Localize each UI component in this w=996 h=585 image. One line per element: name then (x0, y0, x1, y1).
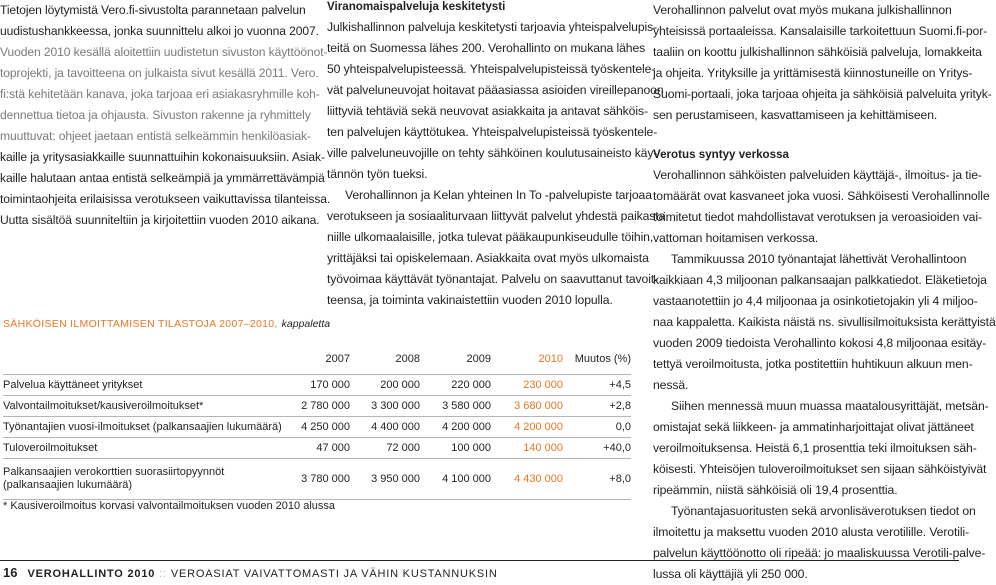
page-footer (3, 565, 498, 580)
table-row (3, 375, 631, 396)
text-line: ville palveluneuvojille on tehty sähköinen koulutusaineisto käy- (327, 146, 658, 160)
text-line: liittyviä tehtäviä sekä neuvovat asiakkaita ja antavat sähköis- (327, 104, 648, 118)
text-line: teitä on Suomessa lähes 200. Verohallinto on mukana lähes (327, 41, 646, 55)
header-2009: 2009 (466, 352, 491, 365)
statistics-table (3, 343, 631, 500)
text-line: omistajat sekä liikkeen- ja ammatinharjoittajat olivat jättäneet (653, 420, 974, 434)
cell-2009: 4 100 000 (420, 459, 491, 500)
row-label (3, 375, 283, 396)
text-line: muuttuvat: ohjeet jaetaan entistä selkeämmin henkilöasiak- (0, 129, 311, 143)
text-line: Verohallinnon sähköisten palveluiden käyttäjä-, ilmoitus- ja tie- (653, 168, 982, 182)
text-line: nessä. (653, 378, 689, 392)
cell-2007: 170 000 (283, 375, 350, 396)
cell-muutos: +2,8 (563, 396, 631, 417)
text-line: tomäärät ovat kasvaneet joka vuosi. Sähköisesti Verohallinnolle (653, 189, 990, 203)
cell-2008: 4 400 000 (350, 417, 420, 438)
cell-2010: 4 430 000 (491, 459, 563, 500)
header-change: Muutos (%) (574, 352, 631, 365)
paragraph-into-palvelupiste (327, 185, 666, 311)
text-line: dennettua tietoa ja ohjausta. Sivuston rakenne ja ryhmittely (0, 108, 311, 122)
text-line: teensa, ja toiminta vakinaistettiin vuoden 2010 lopulla. (327, 293, 613, 307)
row-label (3, 459, 283, 500)
row-label-line: Tuloveroilmoitukset (3, 441, 98, 454)
text-line: Vuoden 2010 kesällä aloitettiin uudistetun sivuston käyttöönot- (0, 45, 328, 59)
text-line: toimintaohjeita erilaisissa verotukseen vaikuttavissa tilanteissa. (0, 192, 331, 206)
table-footnote: * Kausiveroilmoitus korvasi valvontailmoituksen vuoden 2010 alussa (3, 500, 336, 512)
table-row (3, 438, 631, 459)
text-line: ten palvelujen käyttötukea. Yhteispalvelupisteissä työskentele- (327, 125, 658, 139)
text-line: uudistushankkeessa, jonka suunnittelu alkoi jo vuonna 2007. (0, 24, 319, 38)
cell-muutos: +40,0 (563, 438, 631, 459)
footer-separator: :: (159, 568, 167, 580)
cell-2010: 4 200 000 (491, 417, 563, 438)
text-line: työvoimaa käyttävät työnantajat. Palvelu on saavuttanut tavoit- (327, 272, 659, 286)
cell-muutos: +4,5 (563, 375, 631, 396)
row-label-line: Palvelua käyttäneet yritykset (3, 378, 143, 391)
cell-2007: 3 780 000 (283, 459, 350, 500)
text-line: vastaanotettiin jo 4,4 miljoonaa ja osinkotietojakin yli 4 miljoo- (653, 294, 978, 308)
paragraph-tammikuu-2010 (653, 249, 996, 396)
text-line: toimitetut tiedot mahdollistavat verotuksen ja veroasioiden vai- (653, 210, 982, 224)
text-line: verotukseen ja sosiaaliturvaan liittyvät palvelut yhdestä paikasta (327, 209, 666, 223)
cell-2007: 4 250 000 (283, 417, 350, 438)
header-2008: 2008 (395, 352, 420, 365)
column-left (0, 0, 331, 231)
column-middle (327, 0, 666, 311)
table-row (3, 396, 631, 417)
text-line: fi:stä kehitetään kanava, joka tarjoaa eri asiakasryhmille koh- (0, 87, 320, 101)
text-line: vuoden 2009 tiedoista Verohallinto kokosi 4,8 miljoonaa esitäy- (653, 336, 987, 350)
cell-muutos: +8,0 (563, 459, 631, 500)
column-right (653, 0, 996, 585)
text-line: Tammikuussa 2010 työnantajat lähettivät Verohallintoon (671, 252, 967, 266)
row-label-line: Palkansaajien verokorttien suorasiirtopyynnöt (3, 466, 225, 478)
text-line: 50 yhteispalvelupisteessä. Yhteispalvelupisteissä työskentele- (327, 62, 656, 76)
text-line: Tietojen löytymistä Vero.fi-sivustolta parannetaan palvelun (0, 3, 306, 17)
row-label (3, 438, 283, 459)
paragraph-sahkoiset-palvelut (653, 165, 990, 249)
cell-2009: 3 580 000 (420, 396, 491, 417)
table-header-row (3, 343, 631, 375)
section-heading-viranomaispalveluja: Viranomaispalveluja keskitetysti (327, 0, 506, 13)
cell-muutos: 0,0 (563, 417, 631, 438)
text-line: toprojekti, ja tavoitteena on julkaista sivut kesällä 2011. Vero. (0, 66, 319, 80)
text-line: lussa oli käyttäjiä yli 250 000. (653, 567, 808, 581)
cell-2007: 2 780 000 (283, 396, 350, 417)
text-line: kaille ja yritysasiakkaille suunnattuihin kokonaisuuksiin. Asiak- (0, 150, 325, 164)
cell-2010: 230 000 (491, 375, 563, 396)
footer-rule (0, 560, 959, 561)
row-label (3, 417, 283, 438)
text-line: ilmoitettu ja maksettu vuoden 2010 alusta verotilille. Verotili- (653, 525, 970, 539)
cell-2009: 220 000 (420, 375, 491, 396)
text-line: Uutta sisältöä suunniteltiin ja kirjoitettiin vuoden 2010 aikana. (0, 213, 320, 227)
cell-2008: 200 000 (350, 375, 420, 396)
text-line: Työnantajasuoritusten sekä arvonlisäverotuksen tiedot on (671, 504, 976, 518)
text-line: Verohallinnon ja Kelan yhteinen In To -palvelupiste tarjoaa (345, 188, 652, 202)
cell-2009: 100 000 (420, 438, 491, 459)
cell-2010: 3 680 000 (491, 396, 563, 417)
paragraph-verotili (653, 501, 986, 585)
row-label (3, 396, 283, 417)
text-line: vät palveluneuvojat hoitavat pääasiassa asioiden vireillepanoon (327, 83, 664, 97)
text-line: kaikkiaan 4,3 miljoonan palkansaajan palkkatiedot. Eläketietoja (653, 273, 987, 287)
page-number: 16 (3, 565, 18, 580)
text-line: taaliin on koottu julkishallinnon sähköisiä palveluja, lomakkeita (653, 45, 982, 59)
row-label-line: Valvontailmoitukset/kausiveroilmoitukset* (3, 399, 204, 412)
row-label-line: (palkansaajien lukumäärä) (3, 479, 133, 491)
text-line: sen perustamiseen, kasvattamiseen ja kehittämiseen. (653, 108, 938, 122)
cell-2009: 4 200 000 (420, 417, 491, 438)
cell-2008: 72 000 (350, 438, 420, 459)
text-line: Verohallinnon palvelut ovat myös mukana julkishallinnon (653, 3, 952, 17)
cell-2008: 3 950 000 (350, 459, 420, 500)
text-line: veroilmoituksensa. Heistä 6,1 prosenttia teki ilmoituksen säh- (653, 441, 977, 455)
text-line: Siihen mennessä muun muassa maatalousyrittäjät, metsän- (671, 399, 989, 413)
paragraph-portaalit (653, 0, 992, 126)
table-row (3, 459, 631, 500)
cell-2007: 47 000 (283, 438, 350, 459)
table-title: SÄHKÖISEN ILMOITTAMISEN TILASTOJA 2007–2010, kappaletta (3, 318, 331, 330)
header-2010: 2010 (538, 352, 563, 365)
text-line: Julkishallinnon palveluja keskitetysti tarjoavia yhteispalvelupis- (327, 20, 658, 34)
text-line: kaille halutaan antaa entistä selkeämpiä ja ymmärrettävämpiä (0, 171, 325, 185)
paragraph-yhteispalvelupisteet (327, 17, 664, 185)
text-line: ja ohjeita. Yrityksille ja yrittämisestä kiinnostuneille on Yritys- (653, 66, 973, 80)
text-line: köisesti. Yhteisöjen tuloveroilmoitukset sen sijaan sähköistyivät (653, 462, 987, 476)
header-2007: 2007 (325, 352, 350, 365)
text-line: palvelun käyttöönotto oli ripeää: jo maaliskuussa Verotili-palve- (653, 546, 986, 560)
text-line: naa kappaletta. Kaikista näistä ns. sivullisilmoituksista kerättyistä (653, 315, 996, 329)
text-line: tännön työn tueksi. (327, 167, 428, 181)
cell-2008: 3 300 000 (350, 396, 420, 417)
table-row (3, 417, 631, 438)
paragraph-veroilmoitukset (653, 396, 989, 501)
text-line: yrittäjäksi tai opiskelemaan. Asiakkaita ovat myös ulkomaista (327, 251, 649, 265)
publication-name: VEROHALLINTO 2010 (27, 568, 156, 580)
text-line: ripeämmin, niistä sähköisiä oli 19,4 prosenttia. (653, 483, 898, 497)
section-heading-verotus-verkossa: Verotus syntyy verkossa (653, 148, 789, 161)
row-label-line: Työnantajien vuosi-ilmoitukset (palkansaajien lukumäärä) (3, 420, 282, 433)
text-line: tettyä veroilmoitusta, jotka postitettiin huhtikuun alkuun men- (653, 357, 973, 371)
section-name: VEROASIAT VAIVATTOMASTI JA VÄHIN KUSTANNUKSIN (170, 568, 498, 580)
text-line: Suomi-portaali, joka tarjoaa ohjeita ja sähköisiä palveluita yrityk- (653, 87, 992, 101)
text-line: vattoman hoitamisen verkossa. (653, 231, 819, 245)
text-line: niille ulkomaalaisille, jotka tulevat pääkaupunkiseudulle töihin, (327, 230, 654, 244)
text-line: yhteisissä portaaleissa. Kansalaisille tarkoitettuun Suomi.fi-por- (653, 24, 988, 38)
cell-2010: 140 000 (491, 438, 563, 459)
